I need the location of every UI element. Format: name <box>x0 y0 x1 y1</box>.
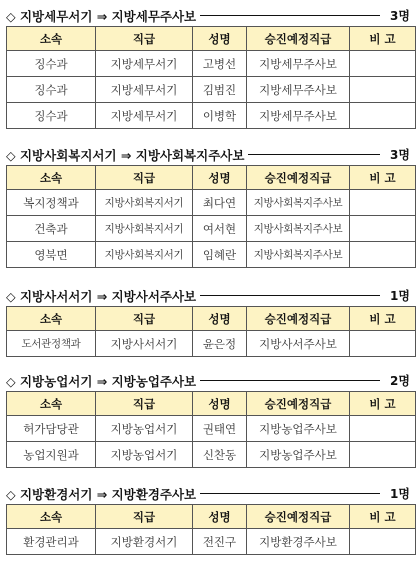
cell-promo: 지방세무주사보 <box>247 77 350 103</box>
col-promo: 승진예정직급 <box>247 27 350 51</box>
cell-note <box>350 190 416 216</box>
section-title: ◇ 지방사회복지서기 ⇒ 지방사회복지주사보 <box>6 146 248 164</box>
col-promo: 승진예정직급 <box>247 166 350 190</box>
col-grade: 직급 <box>96 392 193 416</box>
section-title: ◇ 지방세무서기 ⇒ 지방세무주사보 <box>6 7 200 25</box>
cell-grade: 지방사서서기 <box>96 331 193 357</box>
col-note: 비 고 <box>350 166 416 190</box>
col-dept: 소속 <box>7 392 96 416</box>
cell-promo: 지방농업주사보 <box>247 442 350 468</box>
cell-promo: 지방농업주사보 <box>247 416 350 442</box>
table-header-row <box>7 166 416 190</box>
col-note: 비 고 <box>350 27 416 51</box>
cell-promo: 지방사회복지주사보 <box>247 216 350 242</box>
section-count: 1명 <box>390 289 410 303</box>
cell-note <box>350 442 416 468</box>
col-note: 비 고 <box>350 505 416 529</box>
col-name: 성명 <box>193 392 247 416</box>
col-note: 비 고 <box>350 307 416 331</box>
cell-name: 김범진 <box>193 77 247 103</box>
cell-dept: 징수과 <box>7 77 96 103</box>
promotion-table <box>6 26 416 129</box>
promotion-table <box>6 391 416 468</box>
table-row <box>7 190 416 216</box>
cell-promo: 지방세무주사보 <box>247 103 350 129</box>
cell-grade: 지방사회복지서기 <box>96 216 193 242</box>
section-tax <box>6 4 410 129</box>
cell-note <box>350 51 416 77</box>
cell-dept: 허가담당관 <box>7 416 96 442</box>
cell-grade: 지방농업서기 <box>96 442 193 468</box>
table-row <box>7 216 416 242</box>
section-header <box>6 284 410 306</box>
table-header-row <box>7 27 416 51</box>
cell-dept: 징수과 <box>7 103 96 129</box>
section-welfare <box>6 143 410 268</box>
cell-name: 윤은정 <box>193 331 247 357</box>
cell-grade: 지방세무서기 <box>96 51 193 77</box>
table-row <box>7 529 416 555</box>
section-agriculture <box>6 369 410 468</box>
cell-grade: 지방세무서기 <box>96 77 193 103</box>
table-header-row <box>7 505 416 529</box>
cell-note <box>350 77 416 103</box>
col-grade: 직급 <box>96 505 193 529</box>
table-row <box>7 242 416 268</box>
col-grade: 직급 <box>96 27 193 51</box>
cell-name: 최다연 <box>193 190 247 216</box>
col-dept: 소속 <box>7 27 96 51</box>
cell-grade: 지방사회복지서기 <box>96 190 193 216</box>
col-dept: 소속 <box>7 166 96 190</box>
table-row <box>7 442 416 468</box>
cell-note <box>350 242 416 268</box>
section-count: 3명 <box>390 148 410 162</box>
cell-name: 고병선 <box>193 51 247 77</box>
col-promo: 승진예정직급 <box>247 307 350 331</box>
cell-promo: 지방사회복지주사보 <box>247 190 350 216</box>
cell-name: 여서현 <box>193 216 247 242</box>
cell-dept: 복지정책과 <box>7 190 96 216</box>
cell-note <box>350 416 416 442</box>
cell-grade: 지방환경서기 <box>96 529 193 555</box>
col-name: 성명 <box>193 307 247 331</box>
table-row <box>7 416 416 442</box>
cell-dept: 환경관리과 <box>7 529 96 555</box>
col-grade: 직급 <box>96 307 193 331</box>
cell-promo: 지방사서주사보 <box>247 331 350 357</box>
cell-dept: 도서관정책과 <box>7 331 96 357</box>
cell-grade: 지방농업서기 <box>96 416 193 442</box>
cell-note <box>350 216 416 242</box>
cell-promo: 지방세무주사보 <box>247 51 350 77</box>
cell-promo: 지방사회복지주사보 <box>247 242 350 268</box>
cell-name: 이병학 <box>193 103 247 129</box>
col-name: 성명 <box>193 505 247 529</box>
cell-grade: 지방사회복지서기 <box>96 242 193 268</box>
table-header-row <box>7 392 416 416</box>
col-dept: 소속 <box>7 505 96 529</box>
section-header <box>6 143 410 165</box>
table-header-row <box>7 307 416 331</box>
table-row <box>7 51 416 77</box>
section-librarian <box>6 284 410 357</box>
cell-dept: 징수과 <box>7 51 96 77</box>
section-header <box>6 482 410 504</box>
section-environment <box>6 482 410 555</box>
col-name: 성명 <box>193 27 247 51</box>
cell-dept: 영북면 <box>7 242 96 268</box>
cell-note <box>350 331 416 357</box>
section-count: 3명 <box>390 9 410 23</box>
cell-name: 전진구 <box>193 529 247 555</box>
col-name: 성명 <box>193 166 247 190</box>
col-grade: 직급 <box>96 166 193 190</box>
promotion-table <box>6 165 416 268</box>
section-count: 1명 <box>390 487 410 501</box>
cell-promo: 지방환경주사보 <box>247 529 350 555</box>
cell-grade: 지방세무서기 <box>96 103 193 129</box>
section-count: 2명 <box>390 374 410 388</box>
cell-note <box>350 529 416 555</box>
col-note: 비 고 <box>350 392 416 416</box>
table-row <box>7 103 416 129</box>
cell-dept: 건축과 <box>7 216 96 242</box>
section-title: ◇ 지방환경서기 ⇒ 지방환경주사보 <box>6 485 200 503</box>
section-title: ◇ 지방농업서기 ⇒ 지방농업주사보 <box>6 372 200 390</box>
table-row <box>7 77 416 103</box>
cell-dept: 농업지원과 <box>7 442 96 468</box>
col-dept: 소속 <box>7 307 96 331</box>
table-row <box>7 331 416 357</box>
col-promo: 승진예정직급 <box>247 392 350 416</box>
cell-name: 임혜란 <box>193 242 247 268</box>
promotion-table <box>6 504 416 555</box>
section-header <box>6 369 410 391</box>
cell-name: 권태연 <box>193 416 247 442</box>
cell-name: 신찬동 <box>193 442 247 468</box>
promotion-table <box>6 306 416 357</box>
col-promo: 승진예정직급 <box>247 505 350 529</box>
section-header <box>6 4 410 26</box>
section-title: ◇ 지방사서서기 ⇒ 지방사서주사보 <box>6 287 200 305</box>
cell-note <box>350 103 416 129</box>
